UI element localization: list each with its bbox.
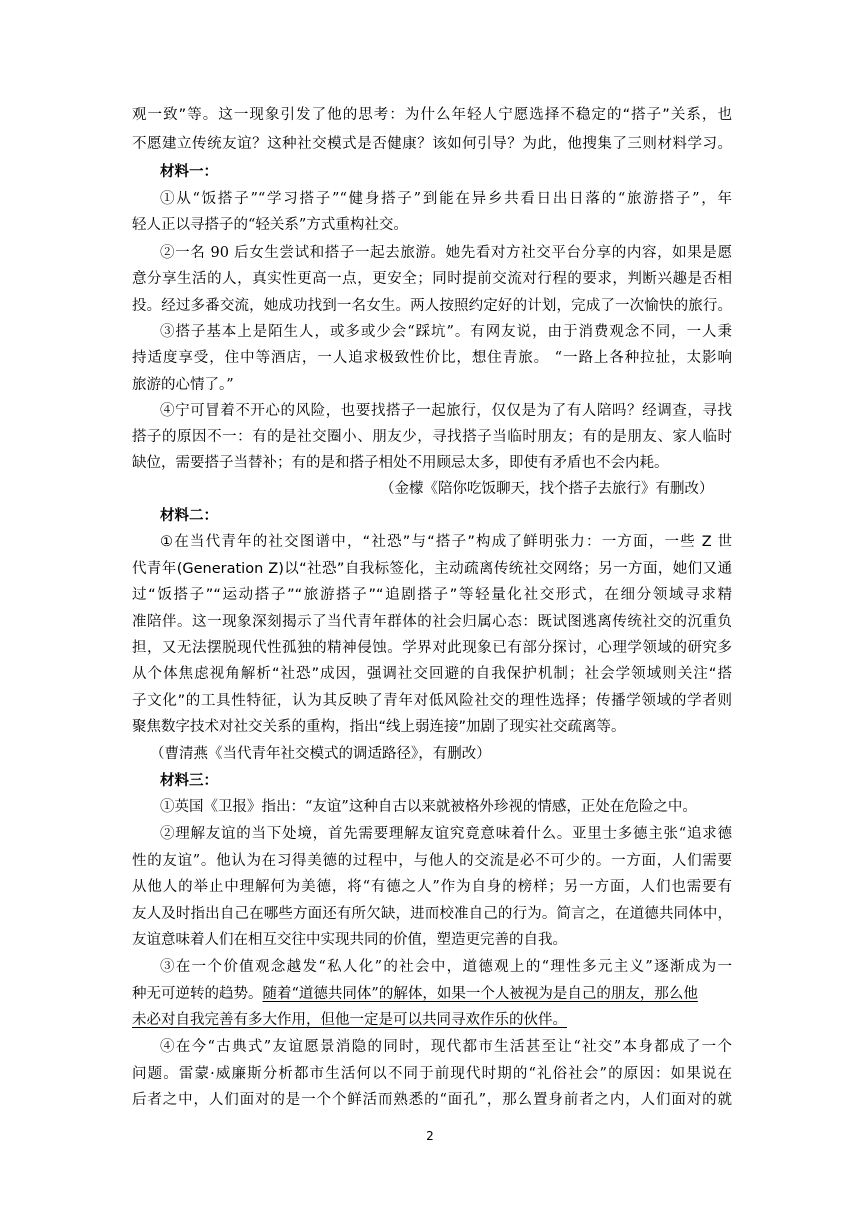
material2-line: 担，又无法摆脱现代性孤独的精神侵蚀。学界对此现象已有部分探讨，心理学领域的研究多 — [132, 640, 732, 656]
material3-line: 性的友谊”。他认为在习得美德的过程中，与他人的交流是必不可少的。一方面，人们需要 — [132, 853, 732, 869]
intro-line-2: 不愿建立传统友谊？这种社交模式是否健康？该如何引导？为此，他搜集了三则材料学习。 — [132, 136, 732, 152]
material1-line: ③搭子基本上是陌生人，或多或少会“踩坑”。有网友说，由于消费观念不同，一人秉 — [160, 324, 732, 340]
material1-source: （金檬《陪你吃饭聊天，找个搭子去旅行》有删改） — [380, 481, 714, 497]
intro-line-1: 观一致”等。这一现象引发了他的思考：为什么年轻人宁愿选择不稳定的“搭子”关系，也 — [132, 107, 732, 123]
material3-line: 从他人的举止中理解何为美德，将“有德之人”作为自身的榜样；另一方面，人们也需要有 — [132, 879, 732, 895]
material3-underlined-segment: 随着“道德共同体”的解体，如果一个人被视为是自己的朋友，那么他 — [262, 986, 698, 1002]
material1-line: 意分享生活的人，真实性更高一点，更安全；同时提前交流对行程的要求，判断兴趣是否相 — [132, 271, 732, 287]
material1-line: 搭子的原因不一：有的是社交圈小、朋友少，寻找搭子当临时朋友；有的是朋友、家人临时 — [132, 429, 732, 445]
material1-line: 投。经过多番交流，她成功找到一名女生。两人按照约定好的计划，完成了一次愉快的旅行。 — [132, 298, 732, 314]
material3-line: 问题。雷蒙·威廉斯分析都市生活何以不同于前现代时期的“礼俗社会”的原因：如果说在 — [132, 1066, 732, 1082]
material3-line: 后者之中，人们面对的是一个个鲜活而熟悉的“面孔”，那么置身前者之内，人们面对的就 — [132, 1092, 732, 1108]
material1-heading: 材料一： — [160, 164, 218, 180]
material1-line: 持适度享受，住中等酒店，一人追求极致性价比，想住青旅。 “一路上各种拉扯，太影响 — [132, 350, 732, 366]
material2-line: 准陪伴。这一现象深刻揭示了当代青年群体的社会归属心态：既试图逃离传统社交的沉重负 — [132, 614, 732, 630]
page-number: 2 — [426, 1129, 434, 1143]
material1-line: 轻人正以寻搭子的“轻关系”方式重构社交。 — [132, 217, 408, 233]
material3-line: ②理解友谊的当下处境，首先需要理解友谊究竟意味着什么。亚里士多德主张“追求德 — [160, 826, 732, 842]
material1-line: ①从“饭搭子”“学习搭子”“健身搭子”到能在异乡共看日出日落的“旅游搭子”，年 — [160, 191, 732, 207]
material3-line: ③在一个价值观念越发“私人化”的社会中，道德观上的“理性多元主义”逐渐成为一 — [160, 959, 732, 975]
material2-source: （曹清燕《当代青年社交模式的调适路径》，有删改） — [150, 746, 491, 762]
material2-line: 代青年(Generation Z)以“社恐”自我标签化，主动疏离传统社交网络；另一方面，她们又通 — [132, 561, 732, 577]
material1-line: ②一名 90 后女生尝试和搭子一起去旅游。她先看对方社交平台分享的内容，如果是愿 — [160, 245, 732, 261]
material2-line: 过“饭搭子”“运动搭子”“旅游搭子”“追剧搭子”等轻量化社交形式，在细分领域寻求精 — [132, 587, 732, 603]
material1-line: 缺位，需要搭子当替补；有的是和搭子相处不用顾忌太多，即使有矛盾也不会内耗。 — [132, 455, 669, 471]
material2-line: 聚焦数字技术对社交关系的重构，指出“线上弱连接”加剧了现实社交疏离等。 — [132, 719, 626, 735]
material2-line: 子文化”的工具性特征，认为其反映了青年对低风险社交的理性选择；传播学领域的学者则 — [132, 693, 732, 709]
material3-line: 友谊意味着人们在相互交往中实现共同的价值，塑造更完善的自我。 — [132, 932, 567, 948]
material1-line: 旅游的心情了。” — [132, 377, 234, 393]
material3-plain-segment: 种无可逆转的趋势。 — [132, 986, 263, 1002]
material3-line: ①英国《卫报》指出：“友谊”这种自古以来就被格外珍视的情感，正处在危险之中。 — [160, 799, 697, 815]
material2-line: ①在当代青年的社交图谱中，“社恐”与“搭子”构成了鲜明张力：一方面，一些 Z 世 — [160, 534, 732, 550]
material2-line: 从个体焦虑视角解析“社恐”成因，强调社交回避的自我保护机制；社会学领域则关注“搭 — [132, 666, 732, 682]
material3-line-underlined — [132, 985, 732, 1003]
material3-line: ④在今“古典式”友谊愿景消隐的同时，现代都市生活甚至让“社交”本身都成了一个 — [160, 1039, 732, 1055]
material1-line: ④宁可冒着不开心的风险，也要找搭子一起旅行，仅仅是为了有人陪吗？经调查，寻找 — [160, 403, 732, 419]
material3-heading: 材料三： — [160, 773, 218, 789]
material3-line: 友人及时指出自己在哪些方面还有所欠缺，进而校准自己的行为。简言之，在道德共同体中， — [132, 906, 732, 922]
material3-underlined-line: 未必对自我完善有多大作用，但他一定是可以共同寻欢作乐的伙伴。 — [132, 1012, 567, 1028]
material2-heading: 材料二： — [160, 508, 218, 524]
